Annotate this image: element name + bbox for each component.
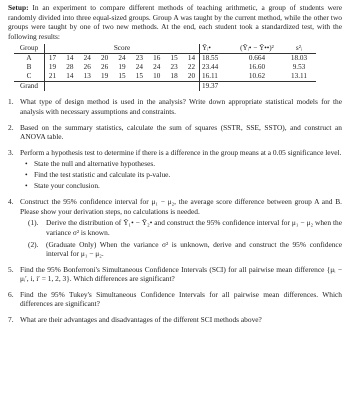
question-number: 2. <box>8 122 14 132</box>
grand-variance-empty <box>282 82 316 92</box>
question-3 <box>8 148 342 191</box>
header-ybar: Ȳᵢ• <box>200 44 233 54</box>
question-7 <box>8 315 342 325</box>
score-cell: 15 <box>170 54 178 63</box>
sub-question-text: Derive the distribution of Ȳ₁• − Ȳ₂• and construct the 95% confidence interval for μ₁ − μ₂ when the variance σ² is known. <box>46 218 342 237</box>
grand-label: Grand <box>20 82 38 91</box>
row-scores <box>45 54 200 64</box>
score-cell: 19 <box>118 63 126 72</box>
score-cell: 22 <box>187 63 196 72</box>
setup-paragraph <box>8 3 342 41</box>
score-cell: 19 <box>48 63 57 72</box>
score-cell: 15 <box>135 72 143 81</box>
question-number: 5. <box>8 264 14 274</box>
sub-question-2 <box>20 240 342 259</box>
score-cell: 20 <box>101 54 109 63</box>
row-group: A <box>26 54 32 63</box>
grand-deviation-empty <box>232 82 282 92</box>
question-list <box>8 97 342 324</box>
score-cell: 16 <box>153 54 161 63</box>
row-ybar: 23.44 <box>202 63 219 72</box>
grand-scores-empty <box>45 82 200 92</box>
score-cell: 15 <box>118 72 126 81</box>
score-cell: 24 <box>135 63 143 72</box>
score-cell: 23 <box>135 54 143 63</box>
score-cell: 13 <box>83 72 91 81</box>
score-cell: 14 <box>66 54 74 63</box>
sub-question-number: (1). <box>28 218 39 228</box>
row-variance: 18.03 <box>290 54 308 63</box>
table-header-row <box>14 44 316 54</box>
row-scores <box>45 72 200 82</box>
question-text: Find the 95% Tukey's Simultaneous Confidence Intervals for all pairwise mean differences. Which differences are significant? <box>20 289 342 309</box>
row-ybar: 18.55 <box>202 54 219 63</box>
sub-question-1 <box>20 218 342 237</box>
sub-question-text: (Graduate Only) When the variance σ² is unknown, derive and construct the 95% confidence interval for μ₁ − μ₂. <box>46 239 342 259</box>
score-cell: 10 <box>153 72 161 81</box>
setup-label: Setup: <box>8 3 29 12</box>
question-2 <box>8 123 342 142</box>
row-deviation: 10.62 <box>232 72 282 82</box>
table-row <box>14 54 316 64</box>
score-cell: 14 <box>187 54 196 63</box>
list-item: • State your conclusion. <box>34 181 342 191</box>
question-text: Perform a hypothesis test to determine if there is a difference in the group means at a 0.05 significance level. <box>20 147 342 157</box>
question-body <box>20 148 342 191</box>
table-row <box>14 72 316 82</box>
question-text: What are their advantages and disadvantages of the different SCI methods above? <box>20 315 262 325</box>
table-row <box>14 63 316 72</box>
header-group: Group <box>14 44 45 54</box>
row-group: C <box>14 72 45 82</box>
question-number: 1. <box>8 97 14 107</box>
score-cell: 19 <box>101 72 109 81</box>
score-cell: 24 <box>83 54 91 63</box>
scores-table <box>14 44 316 91</box>
sub-question-number: (2). <box>28 239 39 249</box>
row-variance: 9.53 <box>292 63 306 72</box>
score-cell: 14 <box>66 72 74 81</box>
bullet-list <box>20 159 342 190</box>
list-item: • State the null and alternative hypotheses. <box>34 159 342 169</box>
score-cell: 21 <box>48 72 57 81</box>
question-4 <box>8 197 342 259</box>
question-number: 4. <box>8 197 14 207</box>
header-deviation: (Ȳᵢ• − Ȳ••)² <box>232 44 282 54</box>
score-cell: 24 <box>153 63 161 72</box>
question-number: 3. <box>8 147 14 157</box>
question-number: 6. <box>8 289 14 299</box>
question-6 <box>8 290 342 309</box>
score-cell: 24 <box>118 54 126 63</box>
setup-text: In an experiment to compare different methods of teaching arithmetic, a group of students were randomly divided into three equal-sized groups. Group A was taught by the current method, while the other two groups were taught by one of two new methods. At the end, each student took a standardized test, with the following results: <box>8 3 342 41</box>
header-score: Score <box>45 44 200 54</box>
score-cell: 28 <box>66 63 74 72</box>
question-text: What type of design method is used in the analysis? Write down appropriate statistical models for the analysis with necessary assumptions and constraints. <box>20 97 342 116</box>
question-5 <box>8 265 342 284</box>
row-ybar: 16.11 <box>200 72 233 82</box>
score-cell: 23 <box>170 63 178 72</box>
score-cell: 20 <box>187 72 196 81</box>
row-group: B <box>26 63 32 72</box>
question-body <box>20 197 342 259</box>
list-item: • Find the test statistic and calculate its p-value. <box>34 170 342 180</box>
header-variance: s²ᵢ <box>282 44 316 54</box>
row-deviation: 0.664 <box>248 54 266 63</box>
row-variance: 13.11 <box>282 72 316 82</box>
table-grand-row <box>14 82 316 92</box>
question-number: 7. <box>8 315 14 325</box>
question-text: Construct the 95% confidence interval for μ₁ − μ₂, the average score difference between group A and B. Please show your derivation steps, no calculations is needed. <box>20 197 342 216</box>
score-cell: 17 <box>48 54 57 63</box>
question-text: Find the 95% Bonferroni's Simultaneous Confidence Intervals (SCI) for all pairwise mean difference {μᵢ − μᵢ′, i, i′ = 1, 2, 3}. Which differences are significant? <box>20 264 342 284</box>
question-1 <box>8 97 342 116</box>
score-cell: 26 <box>83 63 91 72</box>
score-cell: 26 <box>101 63 109 72</box>
row-deviation: 16.60 <box>248 63 266 72</box>
question-text: Based on the summary statistics, calculate the sum of squares (SSTR, SSE, SSTO), and construct an ANOVA table. <box>20 122 342 142</box>
row-scores <box>45 63 200 72</box>
grand-ybar: 19.37 <box>202 82 219 91</box>
score-cell: 18 <box>170 72 178 81</box>
